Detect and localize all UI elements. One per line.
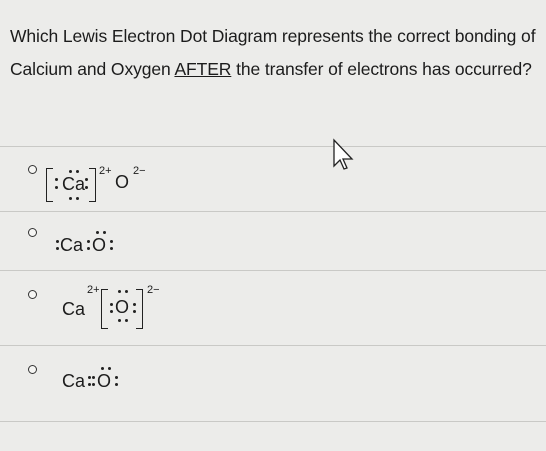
electron-dot (88, 383, 91, 386)
divider (0, 345, 546, 346)
electron-dot (55, 178, 58, 181)
oxygen-charge: 2− (147, 284, 160, 296)
radio-button-icon[interactable] (28, 290, 37, 299)
calcium-symbol: Ca (62, 371, 86, 391)
electron-dot (118, 319, 121, 322)
bracket-left (46, 168, 53, 202)
calcium-symbol: Ca (60, 235, 84, 255)
mouse-pointer-icon (332, 138, 356, 172)
radio-button-icon[interactable] (28, 165, 37, 174)
calcium-charge: 2+ (87, 284, 100, 296)
oxygen-symbol: O (97, 371, 112, 391)
electron-dot (125, 290, 128, 293)
electron-dot (85, 186, 88, 189)
electron-dot (87, 247, 90, 250)
electron-dot (96, 231, 99, 234)
electron-dot (118, 290, 121, 293)
bracket-left (101, 289, 108, 329)
electron-dot (69, 197, 72, 200)
calcium-symbol: Ca (62, 174, 86, 194)
electron-dot (108, 367, 111, 370)
divider (0, 421, 546, 422)
electron-dot (56, 240, 59, 243)
electron-dot (115, 383, 118, 386)
divider (0, 211, 546, 212)
question-emphasis: AFTER (174, 59, 232, 79)
electron-dot (92, 383, 95, 386)
electron-dot (110, 303, 113, 306)
electron-dot (88, 376, 91, 379)
electron-dot (76, 197, 79, 200)
electron-dot (92, 376, 95, 379)
electron-dot (115, 376, 118, 379)
electron-dot (110, 240, 113, 243)
electron-dot (125, 319, 128, 322)
oxygen-symbol: O (115, 297, 130, 317)
divider (0, 146, 546, 147)
radio-button-icon[interactable] (28, 228, 37, 237)
divider (0, 270, 546, 271)
electron-dot (85, 178, 88, 181)
electron-dot (55, 186, 58, 189)
electron-dot (110, 310, 113, 313)
bracket-right (89, 168, 96, 202)
bracket-right (136, 289, 143, 329)
question-text: Which Lewis Electron Dot Diagram represents the correct bonding of Calcium and Oxygen AFTER the transfer of electrons has occurred? (10, 26, 536, 79)
calcium-charge: 2+ (99, 165, 112, 177)
electron-dot (103, 231, 106, 234)
oxygen-symbol: O (115, 172, 130, 192)
radio-button-icon[interactable] (28, 365, 37, 374)
electron-dot (56, 247, 59, 250)
electron-dot (87, 240, 90, 243)
calcium-symbol: Ca (62, 299, 86, 319)
electron-dot (69, 170, 72, 173)
electron-dot (76, 170, 79, 173)
oxygen-symbol: O (92, 235, 107, 255)
electron-dot (101, 367, 104, 370)
oxygen-charge: 2− (133, 165, 146, 177)
electron-dot (110, 247, 113, 250)
